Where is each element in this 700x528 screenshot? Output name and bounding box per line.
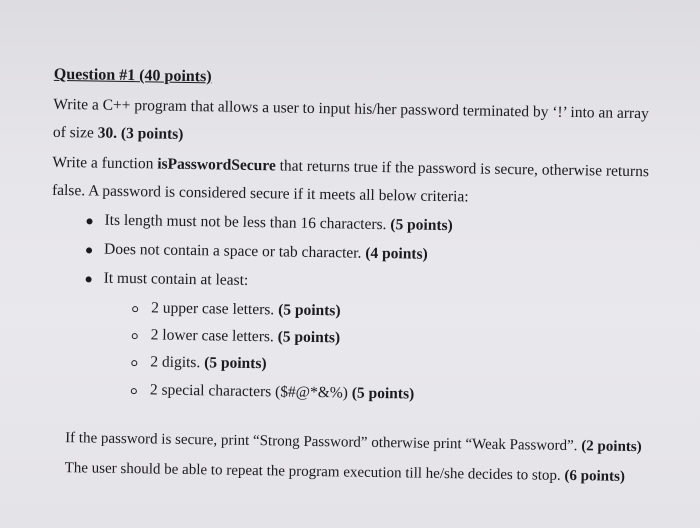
function-line-1-suffix: that returns true if the password is secure, otherwise returns bbox=[275, 157, 650, 181]
criterion-item bbox=[103, 269, 248, 291]
sub-criterion-text: 2 lower case letters. bbox=[150, 326, 278, 346]
circle-bullet-icon bbox=[132, 333, 138, 339]
output-instruction-points: (2 points) bbox=[581, 438, 642, 456]
criterion-item bbox=[104, 240, 428, 265]
sub-criterion-text: 2 special characters ($#@*&%) bbox=[149, 381, 352, 402]
output-instruction-text: If the password is secure, print “Strong Password” otherwise print “Weak Password”. bbox=[65, 430, 582, 455]
criterion-item bbox=[104, 211, 453, 236]
array-size: 30. bbox=[97, 124, 118, 142]
repeat-instruction bbox=[64, 458, 625, 487]
sub-criterion-points: (5 points) bbox=[278, 301, 341, 320]
sub-criterion-text: 2 upper case letters. bbox=[151, 299, 279, 319]
circle-bullet-icon bbox=[132, 306, 138, 312]
sub-criterion-item bbox=[150, 380, 415, 404]
function-line-1 bbox=[52, 153, 649, 182]
circle-bullet-icon bbox=[131, 388, 137, 394]
repeat-instruction-text: The user should be able to repeat the program execution till he/she decides to stop. bbox=[64, 460, 565, 484]
sub-criterion-item bbox=[150, 352, 267, 374]
sub-criterion-item bbox=[151, 298, 341, 321]
sub-criterion-points: (5 points) bbox=[277, 328, 341, 347]
function-line-1-prefix: Write a function bbox=[52, 153, 158, 173]
question-title: Question #1 (40 points) bbox=[53, 65, 212, 86]
criterion-text: It must contain at least: bbox=[103, 269, 249, 289]
sub-criterion-points: (5 points) bbox=[204, 354, 267, 373]
output-instruction bbox=[65, 428, 642, 457]
bullet-icon bbox=[86, 218, 92, 224]
repeat-instruction-points: (6 points) bbox=[564, 467, 626, 485]
intro-points: (3 points) bbox=[120, 124, 184, 143]
criterion-text: Its length must not be less than 16 characters. bbox=[104, 211, 391, 234]
sub-criterion-text: 2 digits. bbox=[150, 353, 205, 372]
criterion-points: (5 points) bbox=[390, 216, 453, 235]
function-line-2: false. A password is considered secure if it meets all below criteria: bbox=[51, 181, 469, 206]
sub-criterion-points: (5 points) bbox=[351, 384, 415, 403]
intro-line-2-prefix: of size bbox=[52, 123, 98, 142]
bullet-icon bbox=[86, 276, 92, 282]
circle-bullet-icon bbox=[131, 360, 137, 366]
bullet-icon bbox=[86, 247, 92, 253]
criterion-text: Does not contain a space or tab character. bbox=[103, 240, 366, 262]
sub-criterion-item bbox=[151, 325, 341, 348]
criterion-points: (4 points) bbox=[365, 244, 428, 263]
function-name: isPasswordSecure bbox=[157, 155, 276, 175]
intro-line-1: Write a C++ program that allows a user to input his/her password terminated by ‘!’ into an array bbox=[53, 95, 649, 123]
intro-line-2 bbox=[53, 123, 184, 145]
